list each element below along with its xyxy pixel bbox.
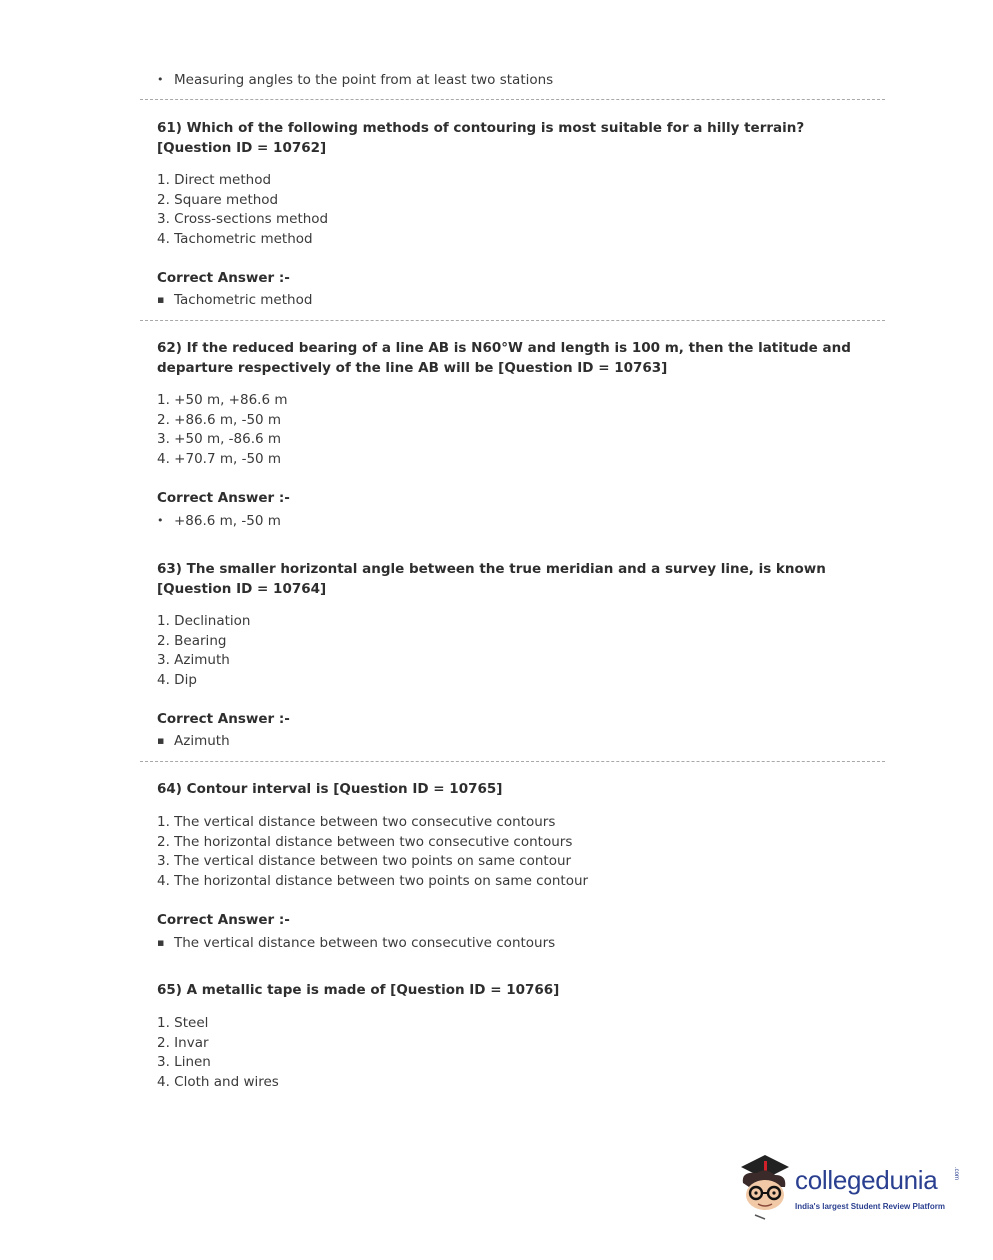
bullet-icon: ▪ xyxy=(157,734,165,747)
correct-answer-text: +86.6 m, -50 m xyxy=(174,513,281,529)
correct-answer-text: Azimuth xyxy=(174,733,230,749)
question-64-options xyxy=(157,813,588,891)
question-65-options xyxy=(157,1014,279,1092)
correct-answer xyxy=(157,733,230,749)
bullet-icon: ▪ xyxy=(157,936,165,949)
option: 4. Tachometric method xyxy=(157,230,313,247)
option: 1. Direct method xyxy=(157,172,272,188)
collegedunia-logo xyxy=(735,1153,965,1223)
option: 4. The horizontal distance between two points on same contour xyxy=(157,872,589,889)
option: 3. +50 m, -86.6 m xyxy=(157,431,282,448)
correct-answer-label: Correct Answer :- xyxy=(157,490,290,506)
correct-answer-label: Correct Answer :- xyxy=(157,270,290,286)
option: 2. Square method xyxy=(157,191,279,208)
question-divider xyxy=(140,320,885,321)
question-divider xyxy=(140,761,885,762)
question-divider xyxy=(140,99,885,100)
question-62-title: 62) If the reduced bearing of a line AB is N60°W and length is 100 m, then the latitude and departure respectively of the line AB will be [Question ID = 10763] xyxy=(157,340,851,376)
option: 2. +86.6 m, -50 m xyxy=(157,411,282,428)
logo-tagline: India's largest Student Review Platform xyxy=(795,1202,945,1211)
option: 3. The vertical distance between two points on same contour xyxy=(157,853,572,870)
bullet-icon: ▪ xyxy=(157,293,165,306)
correct-answer xyxy=(157,292,312,308)
option: 3. Azimuth xyxy=(157,652,230,669)
question-63-title: 63) The smaller horizontal angle between the true meridian and a survey line, is known [Question ID = 10764] xyxy=(157,561,826,597)
option: 1. Declination xyxy=(157,613,251,629)
option: 2. Bearing xyxy=(157,632,227,649)
option: 1. +50 m, +86.6 m xyxy=(157,392,288,408)
mascot-icon xyxy=(735,1153,795,1223)
correct-answer-text: The vertical distance between two consecutive contours xyxy=(174,935,556,951)
option: 4. Dip xyxy=(157,671,197,688)
question-64-title: 64) Contour interval is [Question ID = 10765] xyxy=(157,781,503,797)
option: 3. Linen xyxy=(157,1054,211,1071)
option: 3. Cross-sections method xyxy=(157,211,329,228)
option: 1. Steel xyxy=(157,1015,209,1031)
question-61-title: 61) Which of the following methods of contouring is most suitable for a hilly terrain? [Question ID = 10762] xyxy=(157,120,805,156)
option: 2. The horizontal distance between two consecutive contours xyxy=(157,833,573,850)
bullet-icon: • xyxy=(157,73,164,86)
correct-answer-label: Correct Answer :- xyxy=(157,912,290,928)
question-65-title: 65) A metallic tape is made of [Question ID = 10766] xyxy=(157,982,560,998)
option: 1. The vertical distance between two consecutive contours xyxy=(157,814,556,830)
option: 4. Cloth and wires xyxy=(157,1073,279,1090)
option: 2. Invar xyxy=(157,1034,209,1051)
correct-answer xyxy=(157,935,555,951)
logo-tld: .com xyxy=(953,1167,959,1181)
bullet-icon: • xyxy=(157,514,164,527)
correct-answer-text: Tachometric method xyxy=(174,292,313,308)
question-61-options xyxy=(157,171,328,249)
question-62-options xyxy=(157,391,288,469)
correct-answer xyxy=(157,513,281,529)
question-63-options xyxy=(157,612,251,690)
carryover-answer-text: Measuring angles to the point from at least two stations xyxy=(174,72,554,88)
carryover-answer xyxy=(157,72,553,88)
correct-answer-label: Correct Answer :- xyxy=(157,711,290,727)
option: 4. +70.7 m, -50 m xyxy=(157,450,282,467)
logo-wordmark: collegedunia xyxy=(795,1165,938,1195)
